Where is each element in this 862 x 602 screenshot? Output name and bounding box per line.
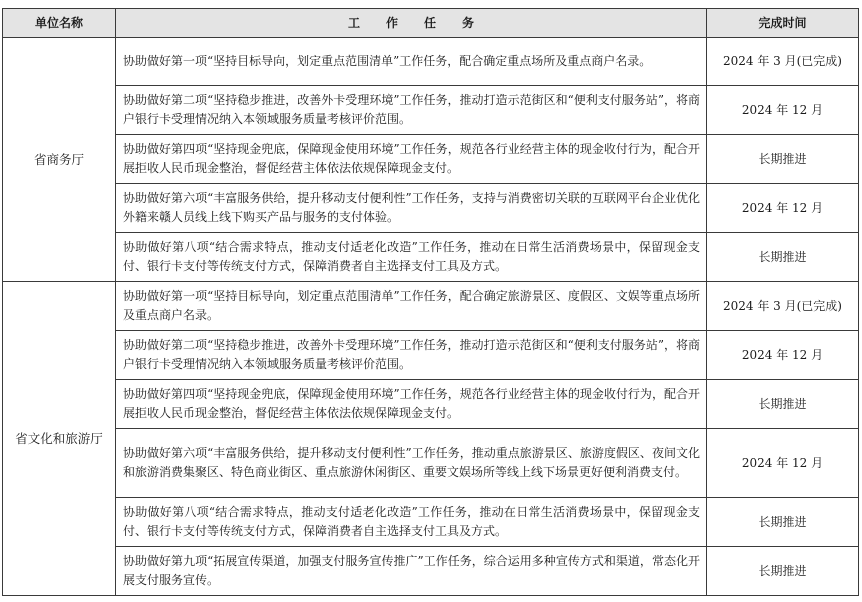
task-cell: 协助做好第六项“丰富服务供给，提升移动支付便利性”工作任务，支持与消费密切关联的互联网平台企业优化外籍来赣人员线上线下购买产品与服务的支付体验。 bbox=[116, 184, 707, 233]
unit-cell: 省商务厅 bbox=[3, 38, 116, 282]
task-cell: 协助做好第二项“坚持稳步推进，改善外卡受理环境”工作任务，推动打造示范街区和“便利支付服务站”，将商户银行卡受理情况纳入本领域服务质量考核评价范围。 bbox=[116, 331, 707, 380]
task-cell: 协助做好第九项“拓展宣传渠道，加强支付服务宣传推广”工作任务，综合运用多种宣传方式和渠道，常态化开展支付服务宣传。 bbox=[116, 547, 707, 596]
time-cell: 2024 年 12 月 bbox=[707, 429, 859, 498]
time-cell: 2024 年 12 月 bbox=[707, 331, 859, 380]
task-table bbox=[2, 8, 859, 596]
task-cell: 协助做好第四项“坚持现金兜底，保障现金使用环境”工作任务，规范各行业经营主体的现金收付行为，配合开展拒收人民币现金整治，督促经营主体依法依规保障现金支付。 bbox=[116, 135, 707, 184]
table-row bbox=[3, 547, 859, 596]
time-cell: 2024 年 3 月(已完成) bbox=[707, 282, 859, 331]
time-cell: 2024 年 12 月 bbox=[707, 184, 859, 233]
unit-cell: 省文化和旅游厅 bbox=[3, 282, 116, 596]
task-cell: 协助做好第六项“丰富服务供给，提升移动支付便利性”工作任务，推动重点旅游景区、旅游度假区、夜间文化和旅游消费集聚区、特色商业街区、重点旅游休闲街区、重要文娱场所等线上线下场景更好便利消费支付。 bbox=[116, 429, 707, 498]
table-row bbox=[3, 184, 859, 233]
task-cell: 协助做好第一项“坚持目标导向，划定重点范围清单”工作任务，配合确定旅游景区、度假区、文娱等重点场所及重点商户名录。 bbox=[116, 282, 707, 331]
table-row bbox=[3, 233, 859, 282]
table-row bbox=[3, 86, 859, 135]
table-row bbox=[3, 135, 859, 184]
time-cell: 长期推进 bbox=[707, 233, 859, 282]
time-cell: 长期推进 bbox=[707, 380, 859, 429]
task-cell: 协助做好第八项“结合需求特点，推动支付适老化改造”工作任务，推动在日常生活消费场景中，保留现金支付、银行卡支付等传统支付方式，保障消费者自主选择支付工具及方式。 bbox=[116, 233, 707, 282]
header-unit: 单位名称 bbox=[3, 9, 116, 38]
table-row bbox=[3, 282, 859, 331]
table-row bbox=[3, 38, 859, 86]
task-cell: 协助做好第一项“坚持目标导向，划定重点范围清单”工作任务，配合确定重点场所及重点商户名录。 bbox=[116, 38, 707, 86]
header-task: 工作任务 bbox=[116, 9, 707, 38]
table-row bbox=[3, 331, 859, 380]
time-cell: 长期推进 bbox=[707, 498, 859, 547]
task-cell: 协助做好第二项“坚持稳步推进，改善外卡受理环境”工作任务，推动打造示范街区和“便利支付服务站”，将商户银行卡受理情况纳入本领域服务质量考核评价范围。 bbox=[116, 86, 707, 135]
header-time: 完成时间 bbox=[707, 9, 859, 38]
time-cell: 2024 年 3 月(已完成) bbox=[707, 38, 859, 86]
task-cell: 协助做好第四项“坚持现金兜底，保障现金使用环境”工作任务，规范各行业经营主体的现金收付行为，配合开展拒收人民币现金整治，督促经营主体依法依规保障现金支付。 bbox=[116, 380, 707, 429]
time-cell: 2024 年 12 月 bbox=[707, 86, 859, 135]
time-cell: 长期推进 bbox=[707, 547, 859, 596]
table-row bbox=[3, 429, 859, 498]
table-row bbox=[3, 380, 859, 429]
header-row bbox=[3, 9, 859, 38]
task-cell: 协助做好第八项“结合需求特点，推动支付适老化改造”工作任务，推动在日常生活消费场景中，保留现金支付、银行卡支付等传统支付方式，保障消费者自主选择支付工具及方式。 bbox=[116, 498, 707, 547]
table-row bbox=[3, 498, 859, 547]
time-cell: 长期推进 bbox=[707, 135, 859, 184]
